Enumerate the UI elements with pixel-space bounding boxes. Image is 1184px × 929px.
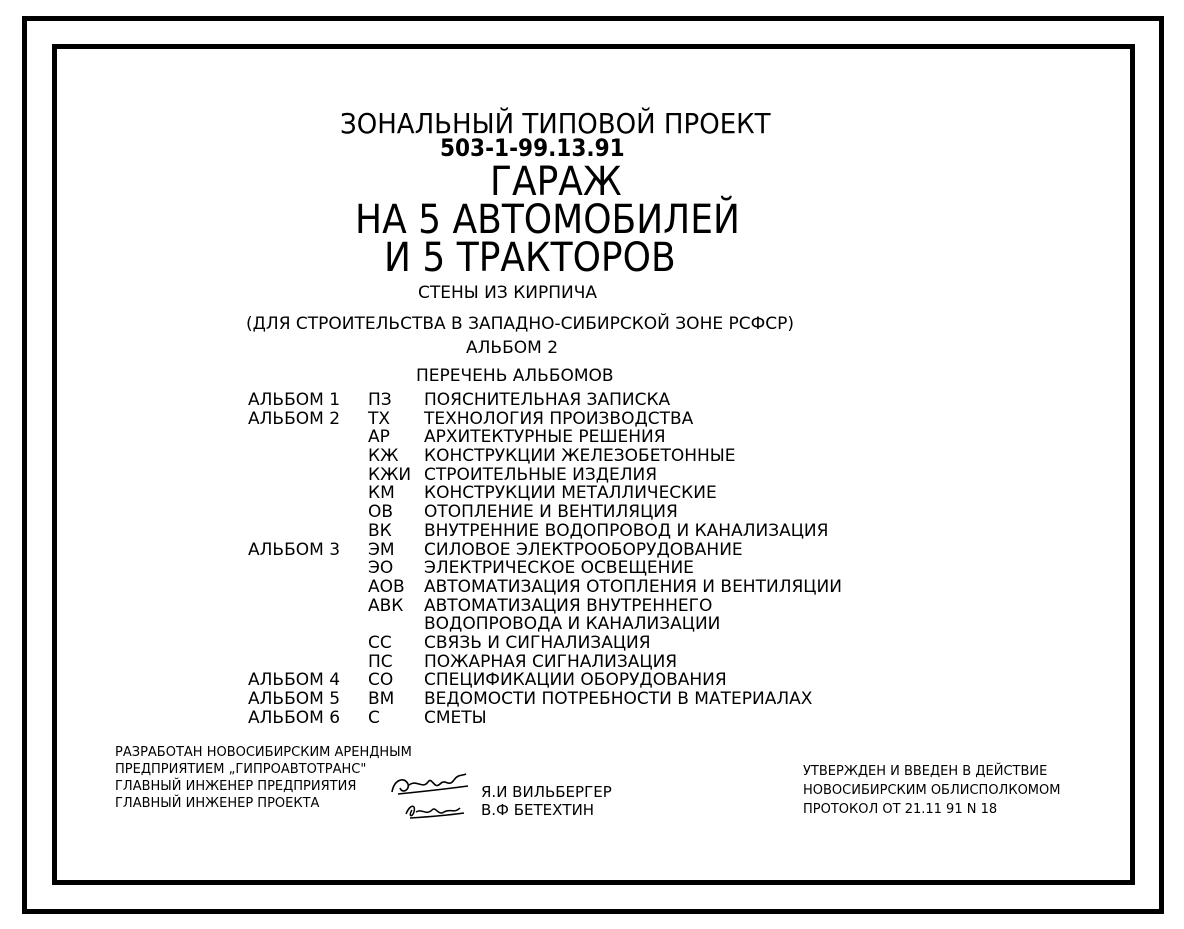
section-name: АРХИТЕКТУРНЫЕ РЕШЕНИЯ: [424, 427, 666, 448]
section-name: СТРОИТЕЛЬНЫЕ ИЗДЕЛИЯ: [424, 464, 658, 485]
developer-block: [115, 744, 412, 812]
section-code: АОВ: [368, 576, 405, 597]
section-code: АР: [368, 427, 390, 448]
zone-note: (ДЛЯ СТРОИТЕЛЬСТВА В ЗАПАДНО-СИБИРСКОЙ ЗОНЕ РСФСР): [246, 314, 795, 334]
section-name: ВЕДОМОСТИ ПОТРЕБНОСТИ В МАТЕРИАЛАХ: [424, 689, 813, 709]
section-code: ОВ: [368, 502, 394, 523]
album-label: АЛЬБОМ 3: [248, 539, 341, 560]
section-code: КЖИ: [368, 464, 412, 485]
chief-engineer-name: Я.И ВИЛЬБЕРГЕР: [481, 783, 612, 801]
section-name: ВОДОПРОВОДА И КАНАЛИЗАЦИИ: [424, 614, 721, 635]
section-name: ТЕХНОЛОГИЯ ПРОИЗВОДСТВА: [424, 408, 694, 429]
album-label: АЛЬБОМ 5: [248, 689, 341, 709]
signature-chief-engineer: [388, 770, 472, 800]
project-engineer-title: ГЛАВНЫЙ ИНЖЕНЕР ПРОЕКТА: [115, 796, 320, 811]
section-code: ЭМ: [368, 539, 395, 560]
album-label: АЛЬБОМ 1: [248, 390, 341, 410]
section-code: КМ: [368, 483, 395, 504]
chief-engineer-title: ГЛАВНЫЙ ИНЖЕНЕР ПРЕДПРИЯТИЯ: [115, 779, 357, 794]
album-label: АЛЬБОМ 4: [248, 670, 341, 691]
section-code: СС: [368, 632, 392, 653]
section-name: ПОЯСНИТЕЛЬНАЯ ЗАПИСКА: [424, 390, 671, 410]
section-name: СИЛОВОЕ ЭЛЕКТРООБОРУДОВАНИЕ: [424, 539, 743, 560]
section-name: ОТОПЛЕНИЕ И ВЕНТИЛЯЦИЯ: [424, 502, 678, 523]
approval-protocol: ПРОТОКОЛ ОТ 21.11 91 N 18: [803, 802, 998, 817]
section-code: ЭО: [368, 558, 394, 579]
section-code: ВМ: [368, 689, 395, 709]
section-name: СПЕЦИФИКАЦИИ ОБОРУДОВАНИЯ: [424, 670, 727, 691]
approval-line: УТВЕРЖДЕН И ВВЕДЕН В ДЕЙСТВИЕ: [803, 764, 1048, 779]
album-list-title: ПЕРЕЧЕНЬ АЛЬБОМОВ: [416, 366, 614, 386]
project-title-garage: ГАРАЖ: [490, 159, 622, 205]
album-label: АЛЬБОМ 2: [248, 408, 341, 429]
section-code: С: [368, 707, 380, 728]
section-code: ВК: [368, 520, 392, 541]
section-name: КОНСТРУКЦИИ ЖЕЛЕЗОБЕТОННЫЕ: [424, 446, 736, 467]
section-code: АВК: [368, 595, 404, 616]
section-code: ПЗ: [368, 390, 392, 410]
section-name: АВТОМАТИЗАЦИЯ ВНУТРЕННЕГО: [424, 595, 713, 616]
section-name: АВТОМАТИЗАЦИЯ ОТОПЛЕНИЯ И ВЕНТИЛЯЦИИ: [424, 576, 842, 597]
project-number: 503-1-99.13.91: [440, 134, 625, 162]
project-engineer-name: В.Ф БЕТЕХТИН: [481, 801, 595, 819]
section-name: ПОЖАРНАЯ СИГНАЛИЗАЦИЯ: [424, 651, 678, 672]
section-name: СВЯЗЬ И СИГНАЛИЗАЦИЯ: [424, 632, 651, 653]
project-type: ЗОНАЛЬНЫЙ ТИПОВОЙ ПРОЕКТ: [340, 107, 771, 140]
section-name: ЭЛЕКТРИЧЕСКОЕ ОСВЕЩЕНИЕ: [424, 558, 694, 579]
section-code: СО: [368, 670, 394, 691]
signature-project-engineer: [402, 800, 468, 822]
developer-line: ПРЕДПРИЯТИЕМ „ГИПРОАВТОТРАНС": [115, 762, 367, 777]
project-title-tractors: И 5 ТРАКТОРОВ: [384, 235, 676, 281]
section-name: СМЕТЫ: [424, 707, 487, 728]
approval-line: НОВОСИБИРСКИМ ОБЛИСПОЛКОМОМ: [803, 783, 1061, 798]
project-title-cars: НА 5 АВТОМОБИЛЕЙ: [355, 197, 740, 243]
section-code: ТХ: [368, 408, 391, 429]
album-number: АЛЬБОМ 2: [466, 338, 559, 358]
section-name: КОНСТРУКЦИИ МЕТАЛЛИЧЕСКИЕ: [424, 483, 717, 504]
signatory-names: [481, 783, 612, 819]
section-code: КЖ: [368, 446, 399, 467]
approval-block: [803, 762, 1060, 819]
section-name: ВНУТРЕННИЕ ВОДОПРОВОД И КАНАЛИЗАЦИЯ: [424, 520, 829, 541]
album-label: АЛЬБОМ 6: [248, 707, 341, 728]
section-code: ПС: [368, 651, 393, 672]
developer-line: РАЗРАБОТАН НОВОСИБИРСКИМ АРЕНДНЫМ: [115, 745, 412, 760]
walls-note: СТЕНЫ ИЗ КИРПИЧА: [418, 283, 598, 303]
